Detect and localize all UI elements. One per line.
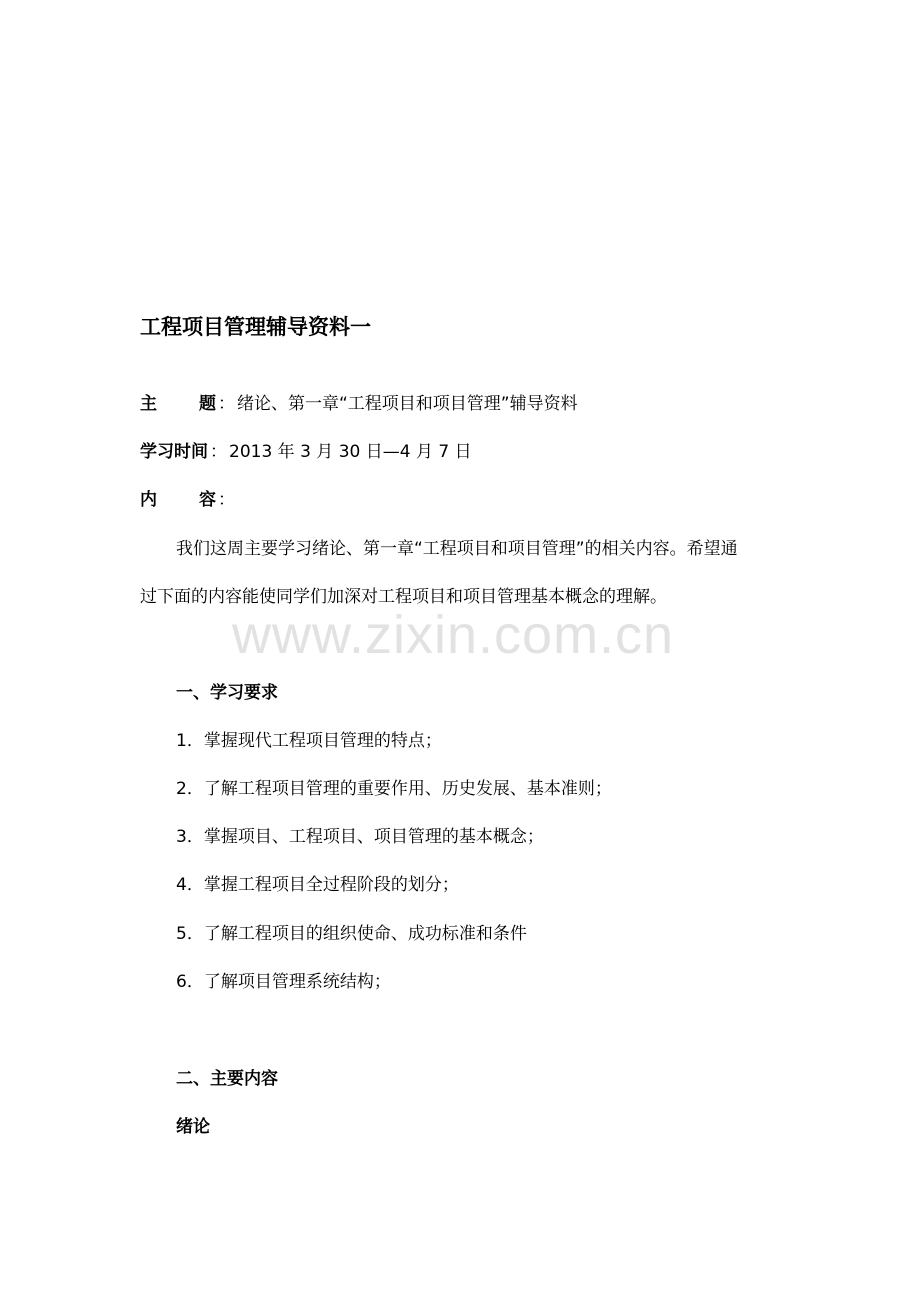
list-item: 6．了解项目管理系统结构； bbox=[176, 972, 391, 992]
study-time-separator: ： bbox=[210, 442, 227, 462]
content-label: 内 容 bbox=[140, 490, 216, 510]
subheading-introduction: 绪论 bbox=[176, 1117, 210, 1137]
list-item: 4．掌握工程项目全过程阶段的划分； bbox=[176, 875, 459, 895]
content-separator: ： bbox=[218, 490, 235, 510]
list-item: 3．掌握项目、工程项目、项目管理的基本概念； bbox=[176, 827, 544, 847]
subject-row bbox=[140, 392, 578, 416]
study-time-row bbox=[140, 440, 472, 464]
watermark: www.zixin.com.cn bbox=[232, 605, 675, 665]
list-item: 5．了解工程项目的组织使命、成功标准和条件 bbox=[176, 924, 527, 944]
list-item: 1．掌握现代工程项目管理的特点； bbox=[176, 731, 442, 751]
intro-paragraph-line-2: 过下面的内容能使同学们加深对工程项目和项目管理基本概念的理解。 bbox=[140, 587, 667, 607]
document-title: 工程项目管理辅导资料一 bbox=[140, 315, 371, 339]
study-time-value: 2013 年 3 月 30 日—4 月 7 日 bbox=[229, 442, 472, 462]
subject-value: 绪论、第一章“工程项目和项目管理”辅导资料 bbox=[237, 394, 578, 414]
subject-label: 主 题 bbox=[140, 394, 216, 414]
list-item: 2．了解工程项目管理的重要作用、历史发展、基本准则； bbox=[176, 779, 612, 799]
section-heading-main-content: 二、主要内容 bbox=[176, 1069, 278, 1089]
intro-paragraph-line-1: 我们这周主要学习绪论、第一章“工程项目和项目管理”的相关内容。希望通 bbox=[176, 539, 738, 559]
subject-separator: ： bbox=[218, 394, 235, 414]
study-time-label: 学习时间 bbox=[140, 442, 208, 462]
section-heading-requirements: 一、学习要求 bbox=[176, 683, 278, 703]
content-row bbox=[140, 488, 237, 512]
